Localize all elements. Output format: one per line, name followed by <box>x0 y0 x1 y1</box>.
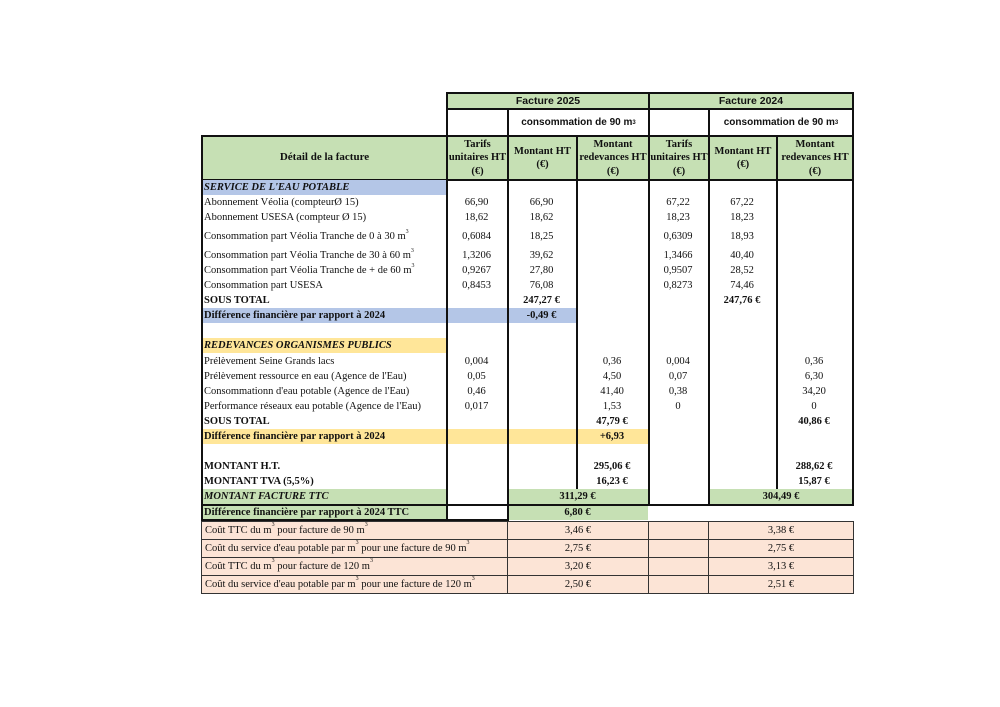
tarif-2025: 0,8453 <box>462 280 491 291</box>
col-header-tarifs-2025 <box>446 135 509 181</box>
cost-value-2024 <box>708 521 854 540</box>
section-title-service <box>201 180 853 195</box>
row-label: Performance réseaux eau potable (Agence de l'Eau) <box>204 401 422 412</box>
col-header-redevances-2024 <box>776 135 854 181</box>
section-title-service-text: SERVICE DE L'EAU POTABLE <box>204 182 350 193</box>
facture-2025-label: Facture 2025 <box>515 95 581 107</box>
superscript-3: 3 <box>364 522 368 528</box>
cost-value-2024 <box>708 539 854 558</box>
col-header-montant-2024 <box>708 135 778 181</box>
redevance-2024: 34,20 <box>802 386 826 397</box>
sous-total-2024: 247,76 € <box>723 295 761 306</box>
superscript-3: 3 <box>411 263 415 269</box>
tarif-2025: 0,004 <box>464 356 489 367</box>
sous-total-label: SOUS TOTAL <box>204 416 270 427</box>
cost-label-a: Coût TTC du m <box>205 561 272 572</box>
cost-label-a: Coût du service d'eau potable par m <box>205 543 356 554</box>
montant-2024: 18,23 <box>730 212 754 223</box>
section-title-redevances <box>201 338 853 353</box>
cost-label-cell <box>201 521 508 540</box>
tarif-2025: 0,6084 <box>462 231 491 242</box>
superscript-3: 3 <box>466 540 470 546</box>
consommation-2025 <box>507 108 650 137</box>
tarif-2024: 0,9507 <box>663 265 693 276</box>
col-header-redevances-2024-text: Montant redevances HT (€) <box>781 139 849 177</box>
cost-label-b: pour facture de 120 m <box>274 561 370 572</box>
col-header-montant-2025-text: Montant HT (€) <box>514 145 571 170</box>
redevance-2025: 1,53 <box>602 401 622 412</box>
diff-label: Différence financière par rapport à 2024 <box>204 431 386 442</box>
montant-2025: 76,08 <box>529 280 554 291</box>
montant-2024: 28,52 <box>730 265 754 276</box>
redevances-diff-row <box>201 429 853 444</box>
superscript-3: 3 <box>471 576 475 582</box>
redevance-row <box>201 399 853 414</box>
row-label <box>204 229 409 244</box>
row-label-text: Abonnement USESA (compteur Ø 15) <box>204 212 367 223</box>
sous-total-label: SOUS TOTAL <box>204 295 270 306</box>
col-header-tarifs-2024 <box>648 135 710 181</box>
row-label-text: Consommation part USESA <box>204 280 324 291</box>
montant-2024: 18,93 <box>730 231 754 242</box>
col-header-montant-2024-text: Montant HT (€) <box>714 145 772 170</box>
section-title-redevances-text: REDEVANCES ORGANISMES PUBLICS <box>204 340 392 351</box>
montant-2025: 18,62 <box>529 212 554 223</box>
superscript-3: 3 <box>632 119 636 126</box>
col-header-detail-text: Détail de la facture <box>279 151 370 164</box>
tarif-2024: 0,6309 <box>663 231 693 242</box>
service-row <box>201 278 853 293</box>
cost-label-cell <box>201 557 508 576</box>
superscript-3: 3 <box>369 558 373 564</box>
tarif-2025: 0,017 <box>464 401 489 412</box>
consommation-2024-text: consommation de 90 m <box>723 117 835 128</box>
consommation-2024 <box>708 108 854 137</box>
col-header-redevances-2025-text: Montant redevances HT (€) <box>579 139 647 177</box>
cost-value-2025 <box>507 557 649 576</box>
tarif-2024: 1,3466 <box>663 250 693 261</box>
superscript-3: 3 <box>271 558 275 564</box>
diff-label: Différence financière par rapport à 2024 <box>204 310 386 321</box>
ttc-row <box>201 489 853 505</box>
service-row <box>201 248 853 263</box>
tarif-2024: 0,07 <box>668 371 688 382</box>
cost-2025-text: 2,50 € <box>564 579 592 590</box>
cost-2025-text: 3,46 € <box>564 525 592 536</box>
row-label <box>204 278 323 293</box>
facture-2024-label: Facture 2024 <box>718 95 784 107</box>
tarif-2024: 67,22 <box>666 197 690 208</box>
superscript-3: 3 <box>405 229 409 235</box>
diff-ttc-value: 6,80 € <box>564 507 591 518</box>
cost-label-cell <box>201 575 508 594</box>
tva-label: MONTANT TVA (5,5%) <box>204 476 314 487</box>
superscript-3: 3 <box>410 248 414 254</box>
cost-label-cell <box>201 539 508 558</box>
row-label-text: Abonnement Véolia (compteurØ 15) <box>204 197 359 208</box>
superscript-3: 3 <box>271 522 275 528</box>
service-diff-row <box>201 308 853 323</box>
diff-ttc-row <box>201 505 853 520</box>
superscript-3: 3 <box>355 540 359 546</box>
cost-label-b: pour une facture de 120 m <box>358 579 472 590</box>
sous-total-2024: 40,86 € <box>798 416 830 427</box>
cost-empty-cell <box>648 539 709 558</box>
montant-2024: 40,40 <box>730 250 754 261</box>
superscript-3: 3 <box>834 119 839 126</box>
cost-empty-cell <box>648 521 709 540</box>
row-label <box>204 263 415 278</box>
montant-2025: 18,25 <box>529 231 554 242</box>
montant-ht-row <box>201 459 853 474</box>
superscript-3: 3 <box>355 576 359 582</box>
row-label: Prélèvement ressource en eau (Agence de l'Eau) <box>204 371 407 382</box>
cost-2024-text: 2,51 € <box>767 579 795 590</box>
row-label-text: Consommation part Véolia Tranche de 0 à 30 m <box>204 231 406 242</box>
tva-2025: 16,23 € <box>596 476 628 487</box>
redevance-2025: 0,36 <box>602 356 622 367</box>
montant-ht-label: MONTANT H.T. <box>204 461 281 472</box>
diff-value: -0,49 € <box>526 310 557 321</box>
empty-header-cell-2025 <box>446 108 509 137</box>
row-label <box>204 195 359 210</box>
tarif-2024: 18,23 <box>666 212 690 223</box>
ttc-2025: 311,29 € <box>559 491 596 502</box>
cost-label-b: pour une facture de 90 m <box>358 543 467 554</box>
col-header-tarifs-2025-text: Tarifs unitaires HT (€) <box>448 139 507 177</box>
diff-ttc-label: Différence financière par rapport à 2024 TTC <box>204 507 410 518</box>
row-label: Consommationn d'eau potable (Agence de l'Eau) <box>204 386 410 397</box>
cost-value-2024 <box>708 575 854 594</box>
redevances-sous-total-row <box>201 414 853 429</box>
tarif-2025: 0,46 <box>467 386 486 397</box>
sous-total-2025: 247,27 € <box>523 295 560 306</box>
ttc-label: MONTANT FACTURE TTC <box>204 491 329 502</box>
tarif-2025: 18,62 <box>464 212 489 223</box>
cost-value-2024 <box>708 557 854 576</box>
montant-2024: 74,46 <box>730 280 754 291</box>
tarif-2025: 1,3206 <box>462 250 491 261</box>
tarif-2024: 0,38 <box>668 386 688 397</box>
cost-value-2025 <box>507 539 649 558</box>
montant-2025: 27,80 <box>529 265 554 276</box>
row-label <box>204 210 366 225</box>
service-row <box>201 210 853 225</box>
service-row <box>201 263 853 278</box>
service-row <box>201 229 853 244</box>
row-label-text: Consommation part Véolia Tranche de + de 60 m <box>204 265 412 276</box>
cost-label-b: pour facture de 90 m <box>274 525 365 536</box>
redevance-row <box>201 354 853 369</box>
ttc-2024: 304,49 € <box>762 491 800 502</box>
consommation-2025-text: consommation de 90 m <box>521 117 633 128</box>
cost-2024-text: 3,38 € <box>767 525 795 536</box>
redevance-row <box>201 384 853 399</box>
cost-empty-cell <box>648 557 709 576</box>
montant-2024: 67,22 <box>730 197 754 208</box>
row-label <box>204 248 414 263</box>
cost-label-a: Coût TTC du m <box>205 525 272 536</box>
tarif-2025: 0,05 <box>467 371 486 382</box>
cost-2025-text: 3,20 € <box>564 561 592 572</box>
col-header-redevances-2025 <box>576 135 650 181</box>
col-header-detail <box>201 135 448 181</box>
cost-2025-text: 2,75 € <box>564 543 592 554</box>
tarif-2025: 0,9267 <box>462 265 491 276</box>
sous-total-2025: 47,79 € <box>596 416 628 427</box>
cost-value-2025 <box>507 521 649 540</box>
redevance-2025: 4,50 <box>602 371 622 382</box>
service-sous-total-row <box>201 293 853 308</box>
diff-value: +6,93 <box>599 431 625 442</box>
cost-value-2025 <box>507 575 649 594</box>
tarif-2024: 0,004 <box>666 356 690 367</box>
cost-2024-text: 2,75 € <box>767 543 795 554</box>
redevance-2024: 6,30 <box>804 371 824 382</box>
col-header-montant-2025 <box>507 135 578 181</box>
redevance-row <box>201 369 853 384</box>
row-label-text: Consommation part Véolia Tranche de 30 à 60 m <box>204 250 411 261</box>
empty-header-cell-2024 <box>648 108 710 137</box>
montant-2025: 39,62 <box>529 250 554 261</box>
redevance-2024: 0 <box>811 401 817 412</box>
col-header-tarifs-2024-text: Tarifs unitaires HT (€) <box>650 139 708 177</box>
tarif-2025: 66,90 <box>464 197 489 208</box>
montant-ht-2025: 295,06 € <box>593 461 631 472</box>
service-row <box>201 195 853 210</box>
redevance-2024: 0,36 <box>804 356 824 367</box>
montant-ht-2024: 288,62 € <box>795 461 833 472</box>
cost-empty-cell <box>648 575 709 594</box>
montant-2025: 66,90 <box>529 197 554 208</box>
row-label: Prélèvement Seine Grands lacs <box>204 356 335 367</box>
tarif-2024: 0 <box>675 401 681 412</box>
redevance-2025: 41,40 <box>600 386 624 397</box>
tva-2024: 15,87 € <box>798 476 830 487</box>
tva-row <box>201 474 853 489</box>
cost-2024-text: 3,13 € <box>767 561 795 572</box>
cost-label-a: Coût du service d'eau potable par m <box>205 579 356 590</box>
tarif-2024: 0,8273 <box>663 280 693 291</box>
